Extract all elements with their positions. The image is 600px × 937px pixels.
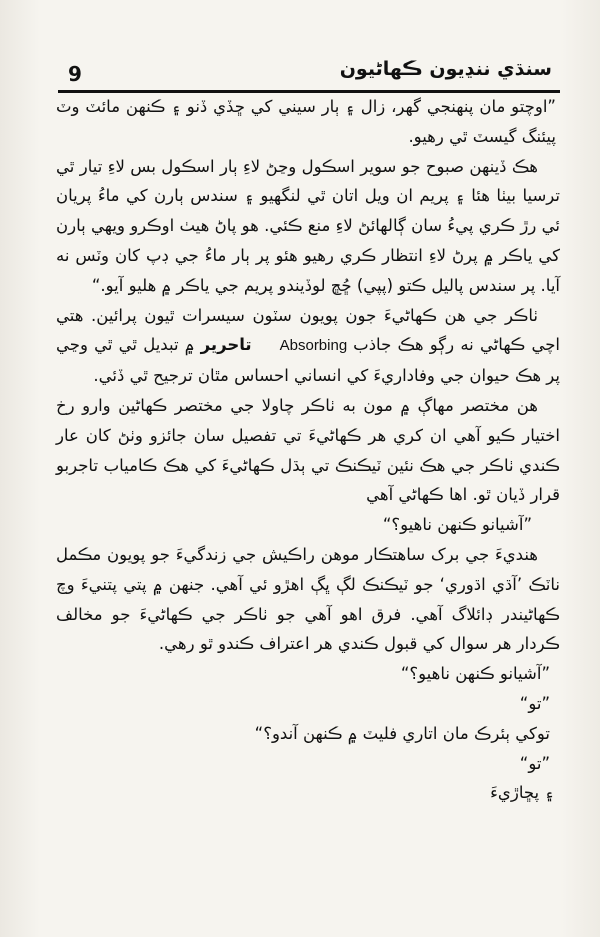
running-title: سنڌي ننڍيون ڪهاڻيون — [339, 58, 552, 80]
quote-title-2: ”آشيانو ڪنهن ناهيو؟“ — [400, 664, 550, 684]
paragraph-5: هنديءَ جي برک ساهتڪار موهن راڪيش جي زندگيءَ جو پويون مڪمل ناٽڪ ’آڌي اڌوري‘ جو ٽيڪنڪ لڳ ڀڳ اهڙو ئي آهي. جنهن ۾ پتي پتنيءَ وچ ڪهاڻيندر ڊائلاگ آهي. فرق اهو آهي جو ٺاڪر جي ڪهاڻيءَ جو مخالف ڪردار هر سوال کي قبول ڪندي هر اعتراف ڪندو ٿو رهي. — [56, 544, 560, 654]
dialog-line-3: ”تو“ — [519, 753, 550, 773]
paragraph-4: هن مختصر مهاڳ ۾ مون به ٺاڪر چاولا جي مختصر ڪهاڻين وارو رخ اختيار ڪيو آهي ان کري هر ڪهاڻيءَ تي تفصيل سان جائزو وٺڻ کان عار ڪندي ٺاڪر جي هڪ نئين ٽيڪنڪ تي ٻڌل ڪهاڻيءَ کي هڪ ڪامياب تاجربو قرار ڏيان ٿو. اها ڪهاڻي آهي — [56, 395, 560, 505]
quote-title-1: ”آشيانو ڪنهن ناهيو؟“ — [382, 515, 532, 535]
page-number: 9 — [68, 62, 82, 86]
latin-word: Absorbing — [279, 337, 348, 355]
paragraph-3 — [56, 301, 560, 391]
dialog-line-1: ”تو“ — [519, 693, 550, 713]
page-header — [60, 58, 558, 88]
dialog-line-2: توکي ٻئرڪ مان اتاري فليٽ ۾ ڪنهن آندو؟“ — [254, 723, 550, 743]
paragraph-3-text-b: ۾ تبديل ٿي ٿي وڃي پر هڪ حيوان جي وفاداريءَ کي انساني احساس مٿان ترجيح ٿي ڏئي. — [56, 335, 560, 386]
paragraph-3-bold: تاحرير — [200, 335, 252, 355]
paragraph-2: هڪ ڏينهن صبوح جو سوير اسڪول وڃڻ لاءِ ٻار اسڪول بس لاءِ تيار ٿي ترسيا بيٺا هئا ۽ پريم ان ويل اتان ٿي لنگهيو ۽ سندس ٻارن کي ماءُ پريان ئي رڙ ڪري پيءُ سان ڳالهائڻ لاءِ منع ڪئي. هو پاڻ هيٺ اوڪرو ويهي ٻارن کي ياڪر ۾ پرڻ لاءِ انتظار ڪري رهيو هئو پر ٻار ماءُ جي ڊپ کان وٽس نه آيا. پر سندس پاليل ڪتو (پپي) ڇُڇ لوڏيندو پريم جي ياڪر ۾ هليو آيو.“ — [56, 156, 560, 295]
last-line: ۽ پڇاڙيءَ — [490, 783, 554, 803]
paragraph-3-text-a: ٺاڪر جي هن ڪهاڻيءَ جون پويون سٽون سيسرات ٿيون پرائين. هتي اچي ڪهاڻي نه رڳو هڪ جاذب — [56, 305, 560, 355]
page-body — [56, 92, 560, 808]
paragraph-1: ”اوچتو مان پنهنجي گهر، زال ۽ ٻار سيني کي ڇڏي ڏنو ۽ ڪنهن مائٽ وٽ پيئنگ گيسٽ ٿي رهيو. — [56, 97, 556, 146]
